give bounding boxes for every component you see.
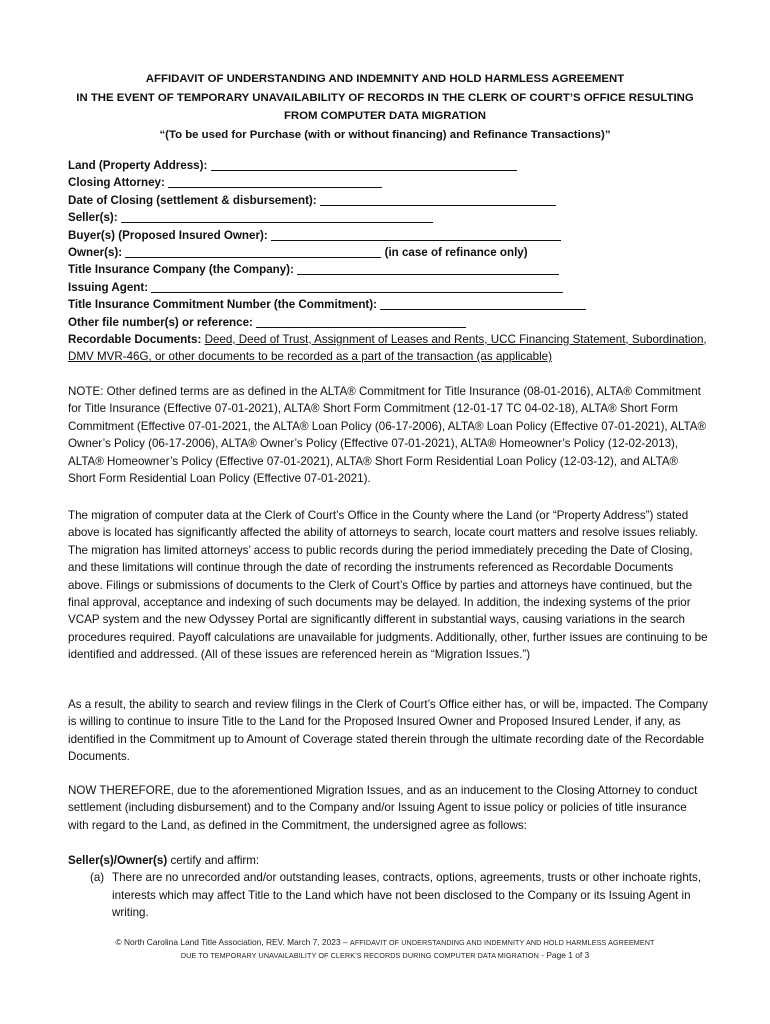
field-buyers-label: Buyer(s) (Proposed Insured Owner): <box>68 228 268 242</box>
field-sellers <box>68 209 708 226</box>
field-commitment-number <box>68 296 708 313</box>
result-text: As a result, the ability to search and review filings in the Clerk of Court’s Office either has, or will be, impacted. The Company is willing to continue to insure Title to the Land for the Proposed Insured Owner and Proposed Insured Lender, if any, as identified in the Commitment up to Amount of Coverage stated therein through the ultimate recording date of the Recordable Documents. <box>68 698 708 764</box>
field-land-label: Land (Property Address): <box>68 159 208 172</box>
footer-doc-title: AFFIDAVIT OF UNDERSTANDING AND INDEMNITY AND HOLD HARMLESS AGREEMENT <box>349 938 655 947</box>
footer-line-2 <box>40 949 730 962</box>
field-closing-attorney <box>68 174 708 191</box>
field-date-of-closing-label: Date of Closing (settlement & disbursement): <box>68 193 317 207</box>
footer-doc-subtitle: DUE TO TEMPORARY UNAVAILABILITY OF CLERK’S RECORDS DURING COMPUTER DATA MIGRATION <box>180 951 539 960</box>
field-title-company-label: Title Insurance Company (the Company): <box>68 263 294 277</box>
field-commitment-number-label: Title Insurance Commitment Number (the Commitment): <box>68 298 377 312</box>
field-date-of-closing <box>68 192 708 209</box>
field-other-file-label: Other file number(s) or reference: <box>68 315 253 329</box>
certify-heading-bold: Seller(s)/Owner(s) <box>68 854 168 867</box>
title-subtitle: “(To be used for Purchase (with or without financing) and Refinance Transactions)” <box>159 128 611 141</box>
now-therefore-text: NOW THEREFORE, due to the aforementioned Migration Issues, and as an inducement to the Closing Attorney to conduct settlement (including disbursement) and to the Company and/or Issuing Agent to issue policy or policies of title insurance with regard to the Land, as defined in the Commitment, the undersigned agree as follows: <box>68 784 698 832</box>
property-fields <box>68 157 708 366</box>
field-land <box>68 157 708 174</box>
field-issuing-agent-label: Issuing Agent: <box>68 280 149 294</box>
buyers-blank[interactable] <box>271 228 561 241</box>
footer-page-number: - Page 1 of 3 <box>538 950 590 960</box>
field-issuing-agent <box>68 279 708 296</box>
title-company-blank[interactable] <box>297 262 559 275</box>
title-line-2: IN THE EVENT OF TEMPORARY UNAVAILABILITY OF RECORDS IN THE CLERK OF COURT’S OFFICE RESULTING <box>76 91 694 104</box>
field-other-file <box>68 314 708 331</box>
other-file-blank[interactable] <box>256 315 466 328</box>
field-title-company <box>68 261 708 278</box>
field-recordable-label: Recordable Documents: <box>68 332 202 346</box>
footer-copyright: © North Carolina Land Title Association, REV. March 7, 2023 – <box>115 937 350 947</box>
page-footer <box>40 936 730 962</box>
title-line-1: AFFIDAVIT OF UNDERSTANDING AND INDEMNITY AND HOLD HARMLESS AGREEMENT <box>145 73 625 85</box>
date-of-closing-blank[interactable] <box>320 193 556 206</box>
field-owners-note: (in case of refinance only) <box>384 245 528 259</box>
closing-attorney-blank[interactable] <box>168 175 382 188</box>
result-paragraph <box>68 696 708 766</box>
note-text: NOTE: Other defined terms are as defined in the ALTA® Commitment for Title Insurance (08-01-2016), ALTA® Commitment for Title Insurance (Effective 07-01-2021), ALTA® Short Form Commitment (12-01-17 TC 04-02-18), ALTA® Short Form Commitment (Effective 07-01-2021, the ALTA® Loan Policy (06-17-2006), ALTA® Loan Policy (Effective 07-01-2021), ALTA® Owner’s Policy (06-17-2006), ALTA® Owner’s Policy (Effective 07-01-2021), ALTA® Homeowner’s Policy (12-02-2013), ALTA® Homeowner’s Policy (Effective 07-01-2021), ALTA® Short Form Residential Loan Policy (12-03-12), and ALTA® Short Form Residential Loan Policy (Effective 07-01-2021). <box>68 385 707 486</box>
list-item-label: (a) <box>90 871 105 885</box>
field-closing-attorney-label: Closing Attorney: <box>68 176 165 190</box>
migration-text: The migration of computer data at the Clerk of Court’s Office in the County where the Land (or “Property Address”) stated above is located has significantly affected the ability of attorneys to search, locate court matters and resolve issues reliably. The migration has limited attorneys’ access to public records during the period immediately preceding the Date of Closing, and these limitations will continue through the date of recording the instruments referenced as Recordable Documents above. Filings or submissions of documents to the Clerk of Court’s Office by parties and attorneys have continued, but the final approval, acceptance and indexing of such documents may be delayed. In addition, the indexing systems of the prior VCAP system and the new Odyssey Portal are significantly different in substantial ways, causing variations in the search procedures required. Payoff calculations are unavailable for judgments. Additionally, other, further issues are continuing to be identified and addressed. (All of these issues are referenced herein as “Migration Issues.”) <box>68 509 708 662</box>
certify-heading-rest: certify and affirm: <box>167 854 260 867</box>
field-buyers <box>68 227 708 244</box>
commitment-number-blank[interactable] <box>380 297 586 310</box>
field-owners <box>68 244 708 261</box>
sellers-blank[interactable] <box>121 210 433 223</box>
title-line-3: FROM COMPUTER DATA MIGRATION <box>283 110 487 123</box>
migration-paragraph <box>68 507 708 664</box>
document-title <box>40 70 730 144</box>
issuing-agent-blank[interactable] <box>151 280 563 293</box>
field-recordable-documents <box>68 331 708 366</box>
list-item-text: There are no unrecorded and/or outstanding leases, contracts, options, agreements, trusts or other inchoate rights, interests which may affect Title to the Land which have not been disclosed to the Company or its Issuing Agent in writing. <box>112 871 702 920</box>
owners-blank[interactable] <box>125 245 381 258</box>
now-therefore-paragraph <box>68 782 708 834</box>
field-owners-label: Owner(s): <box>68 245 123 259</box>
note-paragraph <box>68 383 708 487</box>
footer-line-1 <box>40 936 730 949</box>
land-blank[interactable] <box>211 158 517 171</box>
certify-heading <box>68 852 708 869</box>
list-item <box>68 869 708 921</box>
certify-section <box>68 852 708 922</box>
field-sellers-label: Seller(s): <box>68 211 118 225</box>
recordable-documents-value: Deed, Deed of Trust, Assignment of Leases and Rents, UCC Financing Statement, Subordination, DMV MVR-46G, or other documents to be recorded as a part of the transaction (as applicable) <box>68 332 707 364</box>
